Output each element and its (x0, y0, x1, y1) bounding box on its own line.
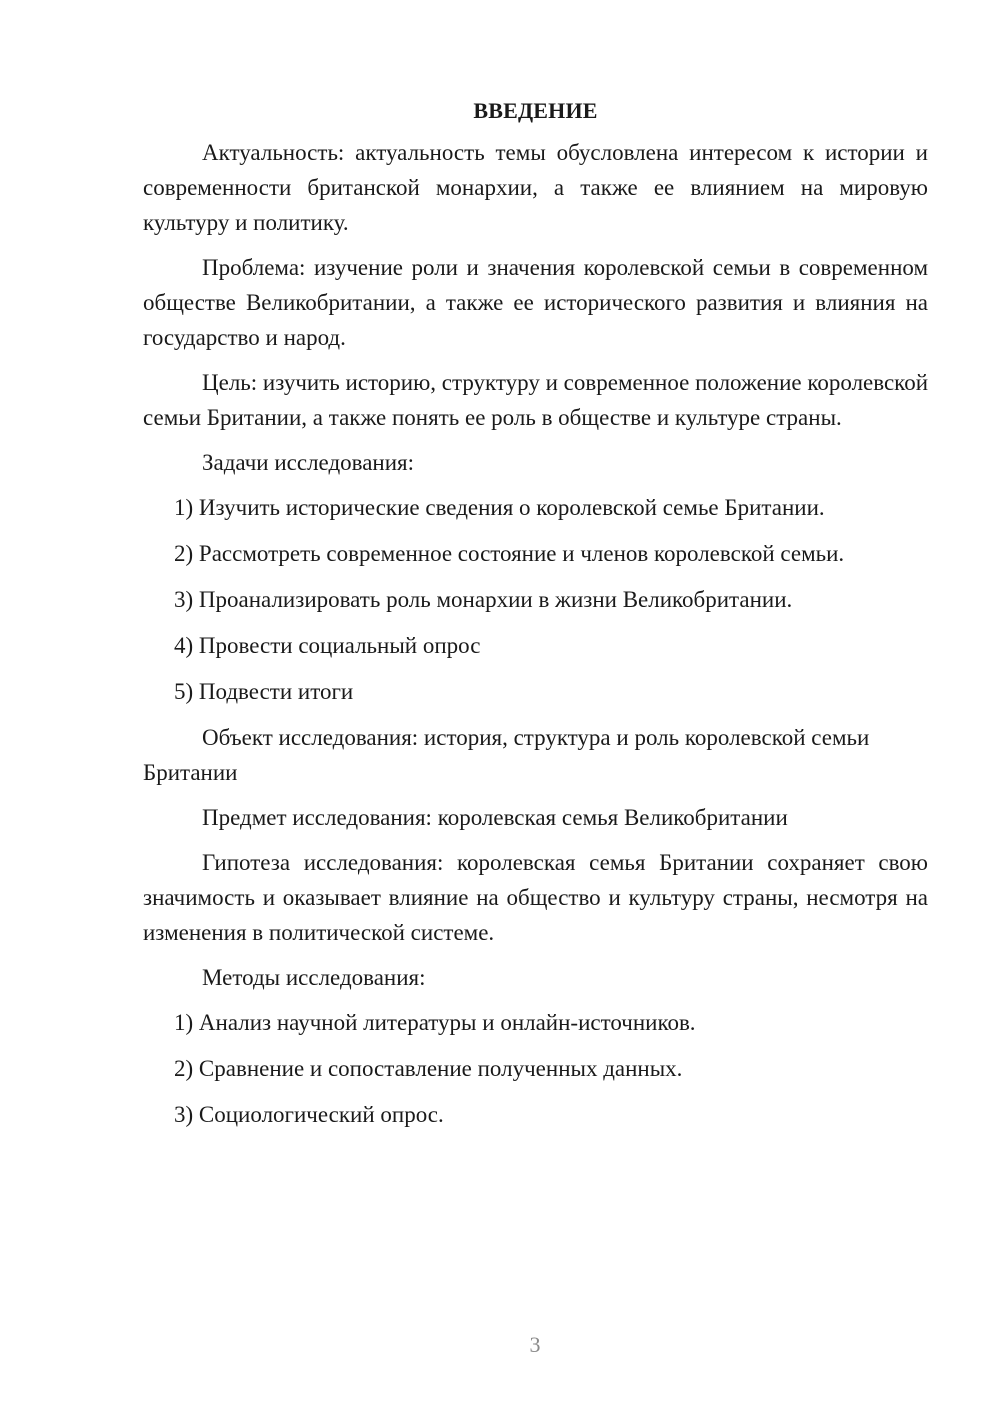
task-item: 3) Проанализировать роль монархии в жизни Великобритании. (174, 587, 793, 612)
page-content (143, 95, 928, 1143)
goal-paragraph: Цель: изучить историю, структуру и современное положение королевской семьи Британии, а также понять ее роль в обществе и культуре страны. (143, 370, 928, 430)
task-item: 2) Рассмотреть современное состояние и членов королевской семьи. (174, 541, 845, 566)
task-item: 5) Подвести итоги (174, 679, 354, 704)
section-heading: ВВЕДЕНИЕ (473, 98, 598, 123)
hypothesis-paragraph: Гипотеза исследования: королевская семья Британии сохраняет свою значимость и оказывает влияние на общество и культуру страны, несмотря на изменения в политической системе. (143, 850, 928, 945)
object-paragraph: Объект исследования: история, структура и роль королевской семьи Британии (143, 725, 870, 785)
task-item: 1) Изучить исторические сведения о королевской семье Британии. (174, 495, 825, 520)
tasks-intro: Задачи исследования: (202, 450, 415, 475)
method-item: 2) Сравнение и сопоставление полученных данных. (174, 1056, 683, 1081)
relevance-paragraph: Актуальность: актуальность темы обусловлена интересом к истории и современности британской монархии, а также ее влиянием на мировую культуру и политику. (143, 140, 928, 235)
tasks-list (143, 490, 928, 709)
methods-intro: Методы исследования: (202, 965, 426, 990)
subject-paragraph: Предмет исследования: королевская семья Великобритании (202, 805, 788, 830)
method-item: 3) Социологический опрос. (174, 1102, 444, 1127)
method-item: 1) Анализ научной литературы и онлайн-источников. (174, 1010, 696, 1035)
problem-paragraph: Проблема: изучение роли и значения королевской семьи в современном обществе Великобритании, а также ее исторического развития и влияния на государство и народ. (143, 255, 928, 350)
methods-list (143, 1005, 928, 1132)
page-number: 3 (529, 1332, 541, 1357)
task-item: 4) Провести социальный опрос (174, 633, 481, 658)
